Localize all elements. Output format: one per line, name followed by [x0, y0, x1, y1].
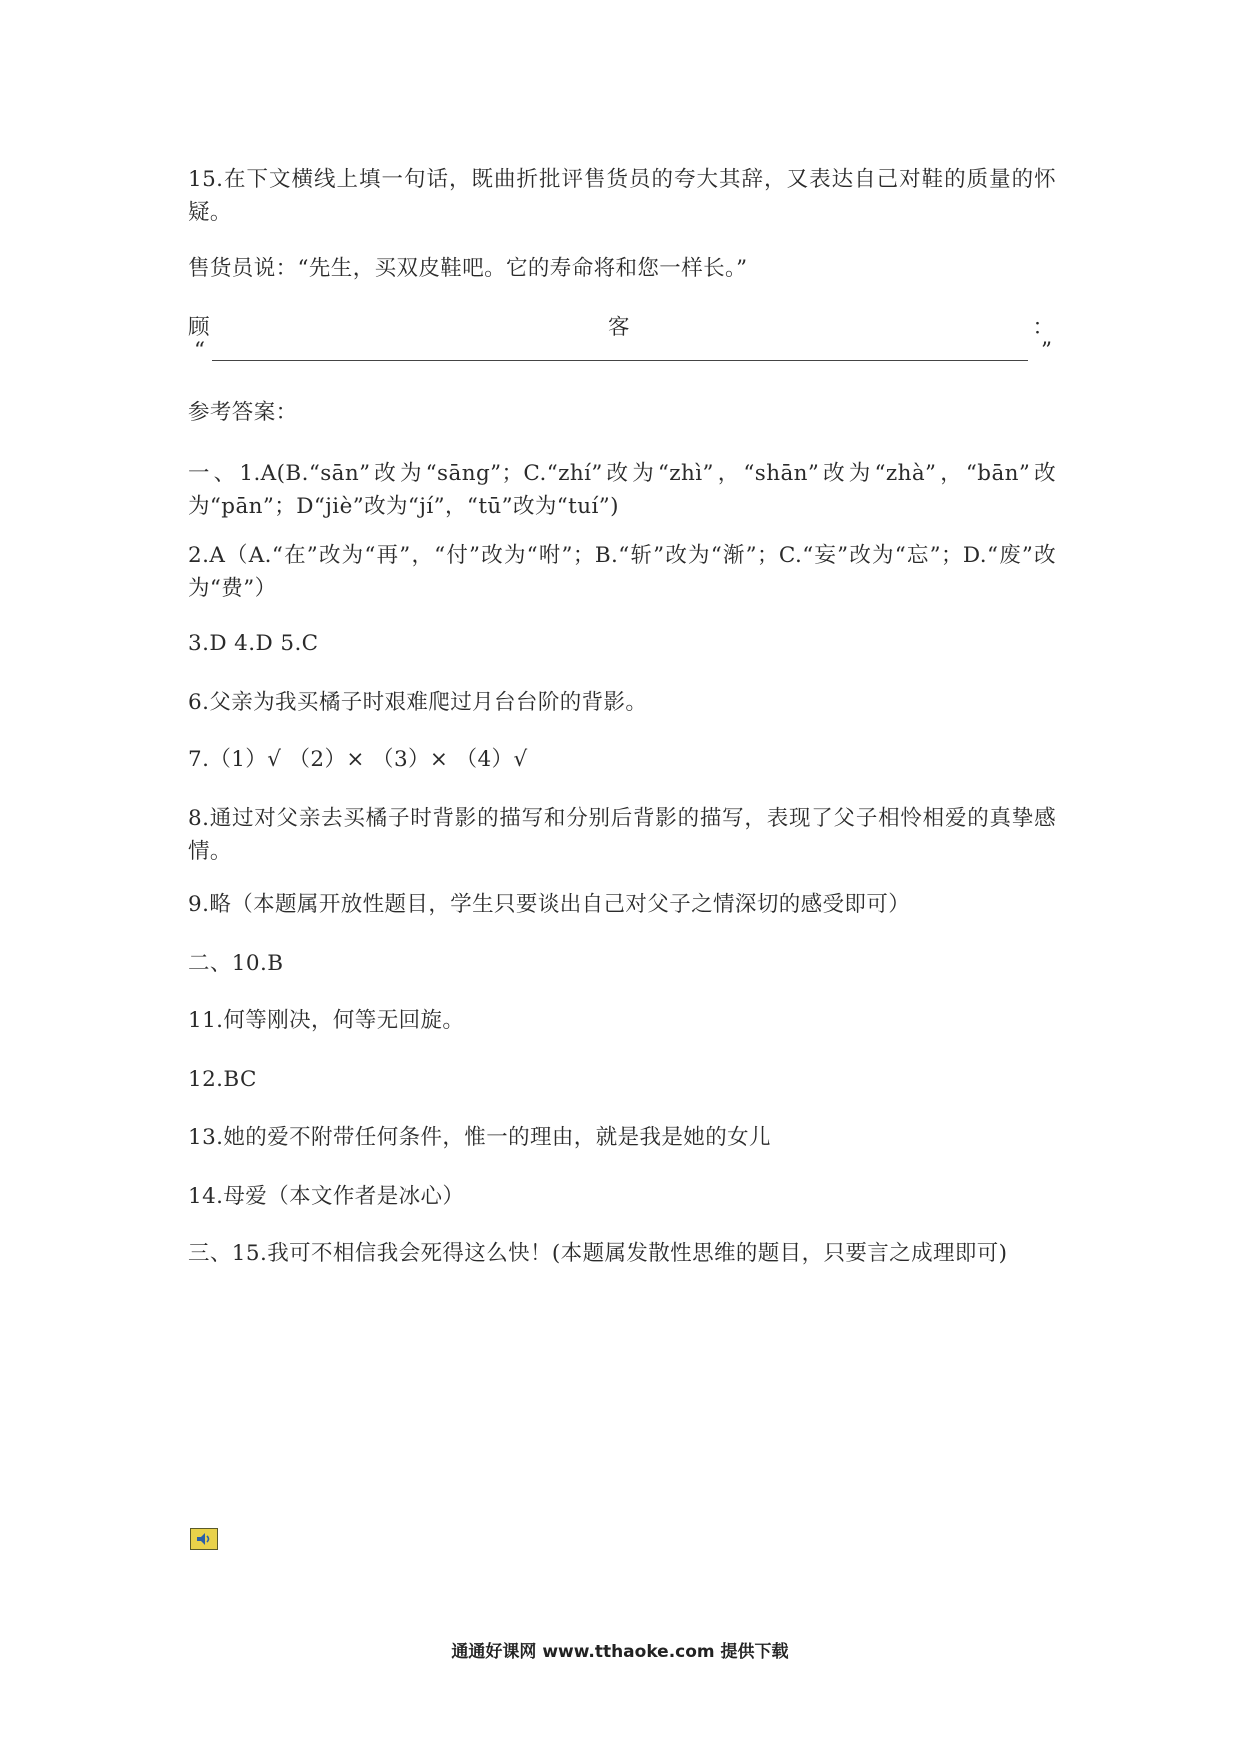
- salesperson-quote: 售货员说：“先生，买双皮鞋吧。它的寿命将和您一样长。”: [188, 256, 748, 281]
- question-15-prompt: 15.在下文横线上填一句话，既曲折批评售货员的夸大其辞，又表达自己对鞋的质量的怀疑。: [188, 167, 1056, 225]
- answer-item: 二、10.B: [188, 951, 284, 976]
- answer-item: 3.D 4.D 5.C: [188, 631, 319, 656]
- open-quote: “: [194, 338, 205, 363]
- answer-item: 一、1.A(B.“sān”改为“sāng”；C.“zhí”改为“zhì”，“shān”改为“zhà”，“bān”改为“pān”；D“jiè”改为“jí”，“tū”改为“tuí”): [188, 461, 1056, 519]
- close-quote: ”: [1041, 338, 1052, 363]
- answer-item: 2.A（A.“在”改为“再”，“付”改为“咐”；B.“斩”改为“渐”；C.“妄”改为“忘”；D.“废”改为“费”）: [188, 543, 1056, 601]
- answer-item: 三、15.我可不相信我会死得这么快！(本题属发散性思维的题目，只要言之成理即可): [188, 1241, 1008, 1266]
- answer-item: 9.略（本题属开放性题目，学生只要谈出自己对父子之情深切的感受即可）: [188, 892, 911, 917]
- page-footer: 通通好课网 www.tthaoke.com 提供下载: [451, 1642, 789, 1662]
- answer-item: 8.通过对父亲去买橘子时背影的描写和分别后背影的描写，表现了父子相怜相爱的真挚感情。: [188, 806, 1056, 864]
- answer-item: 14.母爱（本文作者是冰心）: [188, 1184, 465, 1209]
- answer-item: 6.父亲为我买橘子时艰难爬过月台台阶的背影。: [188, 690, 648, 715]
- speaker-icon[interactable]: [190, 1528, 218, 1550]
- customer-colon: ：: [1032, 315, 1054, 340]
- customer-char-1: 顾: [188, 315, 210, 340]
- answer-item: 7.（1）√ （2）× （3）× （4）√: [188, 747, 528, 772]
- answer-blank-row: [188, 338, 1056, 368]
- answer-blank-line: [212, 360, 1028, 361]
- customer-char-2: 客: [608, 315, 630, 340]
- answer-item: 13.她的爱不附带任何条件，惟一的理由，就是我是她的女儿: [188, 1125, 771, 1150]
- answer-item: 11.何等刚决，何等无回旋。: [188, 1008, 465, 1033]
- answers-heading: 参考答案：: [188, 400, 298, 425]
- answer-item: 12.BC: [188, 1067, 257, 1092]
